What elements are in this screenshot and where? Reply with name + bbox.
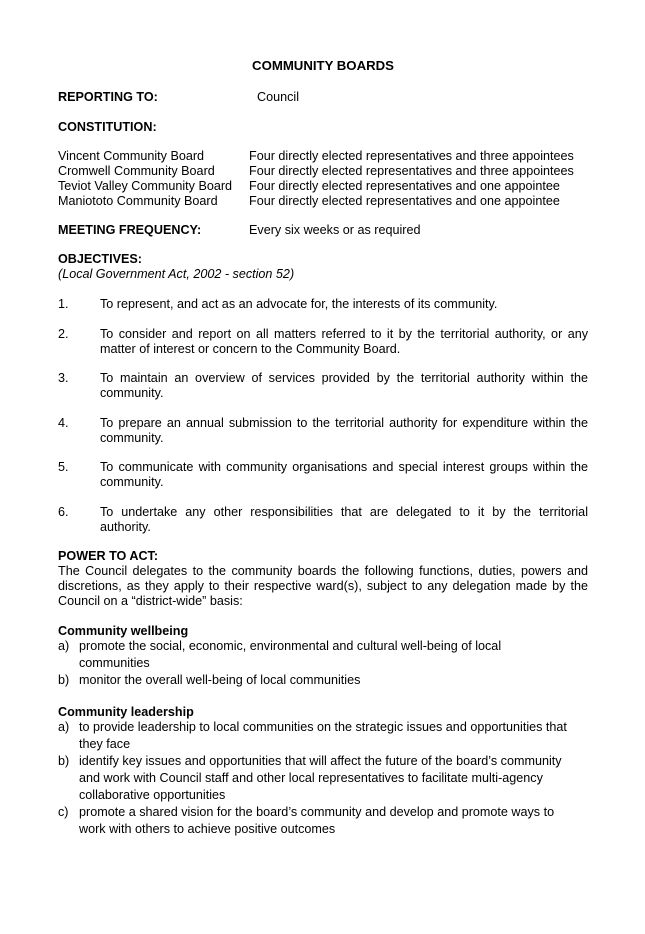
reporting-label: REPORTING TO:: [58, 90, 158, 104]
objectives-label: OBJECTIVES:: [58, 252, 142, 266]
board-name: Maniototo Community Board: [58, 194, 218, 208]
board-composition: Four directly elected representatives and one appointee: [249, 194, 560, 208]
objective-text: To represent, and act as an advocate for, the interests of its community.: [100, 297, 498, 311]
community-wellbeing-heading: Community wellbeing: [58, 624, 189, 638]
objective-item: [58, 416, 588, 446]
item-letter: b): [58, 673, 70, 687]
objective-text: To prepare an annual submission to the territorial authority for expenditure within the community.: [100, 416, 588, 445]
board-composition: Four directly elected representatives and three appointees: [249, 149, 574, 163]
constitution-row: [58, 179, 588, 194]
constitution-row: [58, 194, 588, 209]
objective-text: To consider and report on all matters referred to it by the territorial authority, or any matter of interest or concern to the Community Board.: [100, 327, 588, 356]
objective-item: [58, 297, 588, 312]
item-letter: a): [58, 720, 70, 734]
objective-number: 5.: [58, 460, 69, 474]
objective-text: To maintain an overview of services provided by the territorial authority within the community.: [100, 371, 588, 400]
wellbeing-item: [58, 672, 588, 689]
meeting-frequency-value: Every six weeks or as required: [249, 223, 421, 237]
meeting-frequency-label: MEETING FREQUENCY:: [58, 223, 202, 237]
reporting-value: Council: [257, 90, 299, 104]
constitution-label: CONSTITUTION:: [58, 120, 157, 134]
item-text: monitor the overall well-being of local communities: [79, 673, 361, 687]
objectives-source: (Local Government Act, 2002 - section 52): [58, 267, 295, 281]
objective-item: [58, 505, 588, 535]
item-text: identify key issues and opportunities that will affect the future of the board’s community and work with Council staff and other local representatives to facilitate multi-agency collaborative opportunities: [79, 754, 562, 802]
item-letter: a): [58, 639, 70, 653]
board-name: Vincent Community Board: [58, 149, 205, 163]
board-name: Teviot Valley Community Board: [58, 179, 233, 193]
objective-number: 1.: [58, 297, 69, 311]
leadership-item: [58, 719, 588, 753]
board-name: Cromwell Community Board: [58, 164, 215, 178]
objective-item: [58, 327, 588, 357]
power-to-act-label: POWER TO ACT:: [58, 549, 159, 563]
community-leadership-heading: Community leadership: [58, 705, 194, 719]
objective-item: [58, 371, 588, 401]
board-composition: Four directly elected representatives and one appointee: [249, 179, 560, 193]
item-text: promote the social, economic, environmental and cultural well-being of local communities: [79, 639, 502, 670]
objective-text: To undertake any other responsibilities that are delegated to it by the territorial authority.: [100, 505, 588, 534]
leadership-item: [58, 753, 588, 804]
item-text: promote a shared vision for the board’s community and develop and promote ways to work with others to achieve positive outcomes: [79, 805, 555, 836]
objective-item: [58, 460, 588, 490]
board-composition: Four directly elected representatives and three appointees: [249, 164, 574, 178]
objective-text: To communicate with community organisations and special interest groups within the community.: [100, 460, 588, 489]
objective-number: 3.: [58, 371, 69, 385]
objective-number: 2.: [58, 327, 69, 341]
item-letter: b): [58, 754, 70, 768]
item-letter: c): [58, 805, 69, 819]
constitution-row: [58, 164, 588, 179]
objective-number: 6.: [58, 505, 69, 519]
wellbeing-item: [58, 638, 588, 672]
constitution-row: [58, 149, 588, 164]
power-to-act-text: The Council delegates to the community boards the following functions, duties, powers and discretions, as they apply to their respective ward(s), subject to any delegation made by the Council on a “district-wide” basis:: [58, 564, 588, 608]
leadership-item: [58, 804, 588, 838]
document-title: COMMUNITY BOARDS: [252, 58, 394, 73]
objective-number: 4.: [58, 416, 69, 430]
item-text: to provide leadership to local communities on the strategic issues and opportunities that they face: [79, 720, 567, 751]
